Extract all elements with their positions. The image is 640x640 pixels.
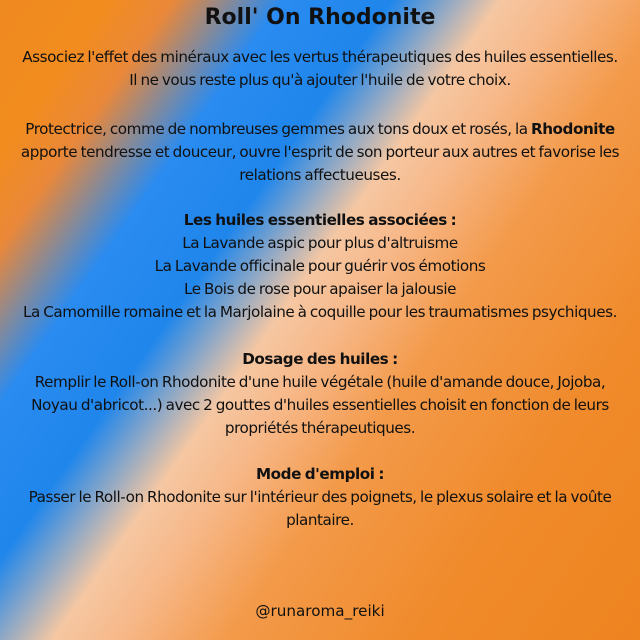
description-text [6, 118, 634, 187]
description-after: apporte tendresse et douceur, ouvre l'esprit de son porteur aux autres et favorise les relations affectueuses. [20, 143, 620, 184]
oil-item: La Lavande officinale pour guérir vos émotions [154, 257, 486, 275]
oil-item: Le Bois de rose pour apaiser la jalousie [183, 280, 457, 298]
dosage-text: Remplir le Roll-on Rhodonite d'une huile végétale (huile d'amande douce, Jojoba, Noyau d'abricot...) avec 2 gouttes d'huiles essentielles choisit en fonction de leurs propriétés thérapeutiques. [31, 373, 609, 437]
oil-item: La Camomille romaine et la Marjolaine à coquille pour les traumatismes psychiques. [23, 303, 617, 321]
description-before: Protectrice, comme de nombreuses gemmes aux tons doux et rosés, la [25, 120, 531, 138]
description-bold: Rhodonite [530, 120, 615, 138]
intro-line-2: Il ne vous reste plus qu'à ajouter l'huile de votre choix. [129, 71, 511, 89]
usage-block [0, 463, 640, 532]
poster-title: Roll' On Rhodonite [204, 5, 436, 30]
usage-heading: Mode d'emploi : [256, 465, 384, 483]
dosage-block [0, 348, 640, 440]
oil-item: La Lavande aspic pour plus d'altruisme [182, 234, 458, 252]
oils-block [0, 209, 640, 324]
dosage-heading: Dosage des huiles : [242, 350, 398, 368]
oils-heading: Les huiles essentielles associées : [183, 211, 457, 229]
credit-handle: @runaroma_reiki [255, 602, 385, 620]
usage-text: Passer le Roll-on Rhodonite sur l'intérieur des poignets, le plexus solaire et la voûte plantaire. [28, 488, 612, 529]
intro-block [0, 46, 640, 92]
intro-line-1: Associez l'effet des minéraux avec les vertus thérapeutiques des huiles essentielles. [22, 48, 618, 66]
description-block [0, 118, 640, 187]
